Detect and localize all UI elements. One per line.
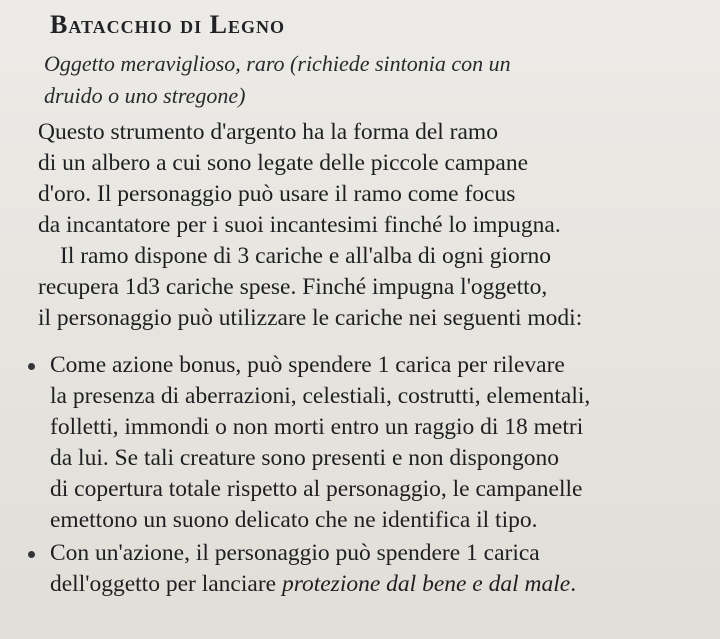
- bullet-line: emettono un suono delicato che ne identifica il tipo.: [50, 507, 538, 533]
- item-title: Batacchio di Legno: [50, 10, 286, 39]
- bullet-line: da lui. Se tali creature sono presenti e non dispongono: [50, 445, 560, 471]
- bullet-text: dell'oggetto per lanciare: [50, 571, 282, 597]
- bullet-line: folletti, immondi o non morti entro un raggio di 18 metri: [50, 414, 584, 440]
- charges-paragraph: [38, 241, 718, 334]
- bullet-icon: [28, 363, 35, 370]
- paragraph-line: Il ramo dispone di 3 cariche e all'alba di ogni giorno: [60, 243, 552, 269]
- subtitle-line-1: Oggetto meraviglioso, raro (richiede sintonia con un: [44, 51, 511, 76]
- paragraph-line: da incantatore per i suoi incantesimi finché lo impugna.: [38, 212, 561, 238]
- bullet-line: la presenza di aberrazioni, celestiali, costrutti, elementali,: [50, 383, 591, 409]
- subtitle-line-2: druido o uno stregone): [44, 83, 246, 108]
- list-item: [22, 538, 720, 600]
- spell-name: protezione dal bene e dal male: [281, 571, 571, 597]
- description-paragraph: [38, 117, 718, 241]
- paragraph-line: d'oro. Il personaggio può usare il ramo come focus: [38, 181, 516, 207]
- paragraph-line: Questo strumento d'argento ha la forma del ramo: [38, 119, 498, 145]
- paragraph-line: di un albero a cui sono legate delle piccole campane: [38, 150, 529, 176]
- bullet-icon: [28, 551, 35, 558]
- bullet-line: Con un'azione, il personaggio può spendere 1 carica: [50, 540, 540, 566]
- paragraph-line: il personaggio può utilizzare le cariche nei seguenti modi:: [38, 305, 583, 331]
- bullet-line: Come azione bonus, può spendere 1 carica per rilevare: [50, 352, 565, 378]
- bullet-line: [50, 569, 720, 600]
- paragraph-line: recupera 1d3 cariche spese. Finché impugna l'oggetto,: [38, 274, 548, 300]
- bullet-line: di copertura totale rispetto al personaggio, le campanelle: [50, 476, 583, 502]
- bullet-text: .: [570, 571, 577, 597]
- item-subtitle: [44, 48, 684, 112]
- list-item: [22, 350, 720, 536]
- uses-list: [22, 350, 720, 600]
